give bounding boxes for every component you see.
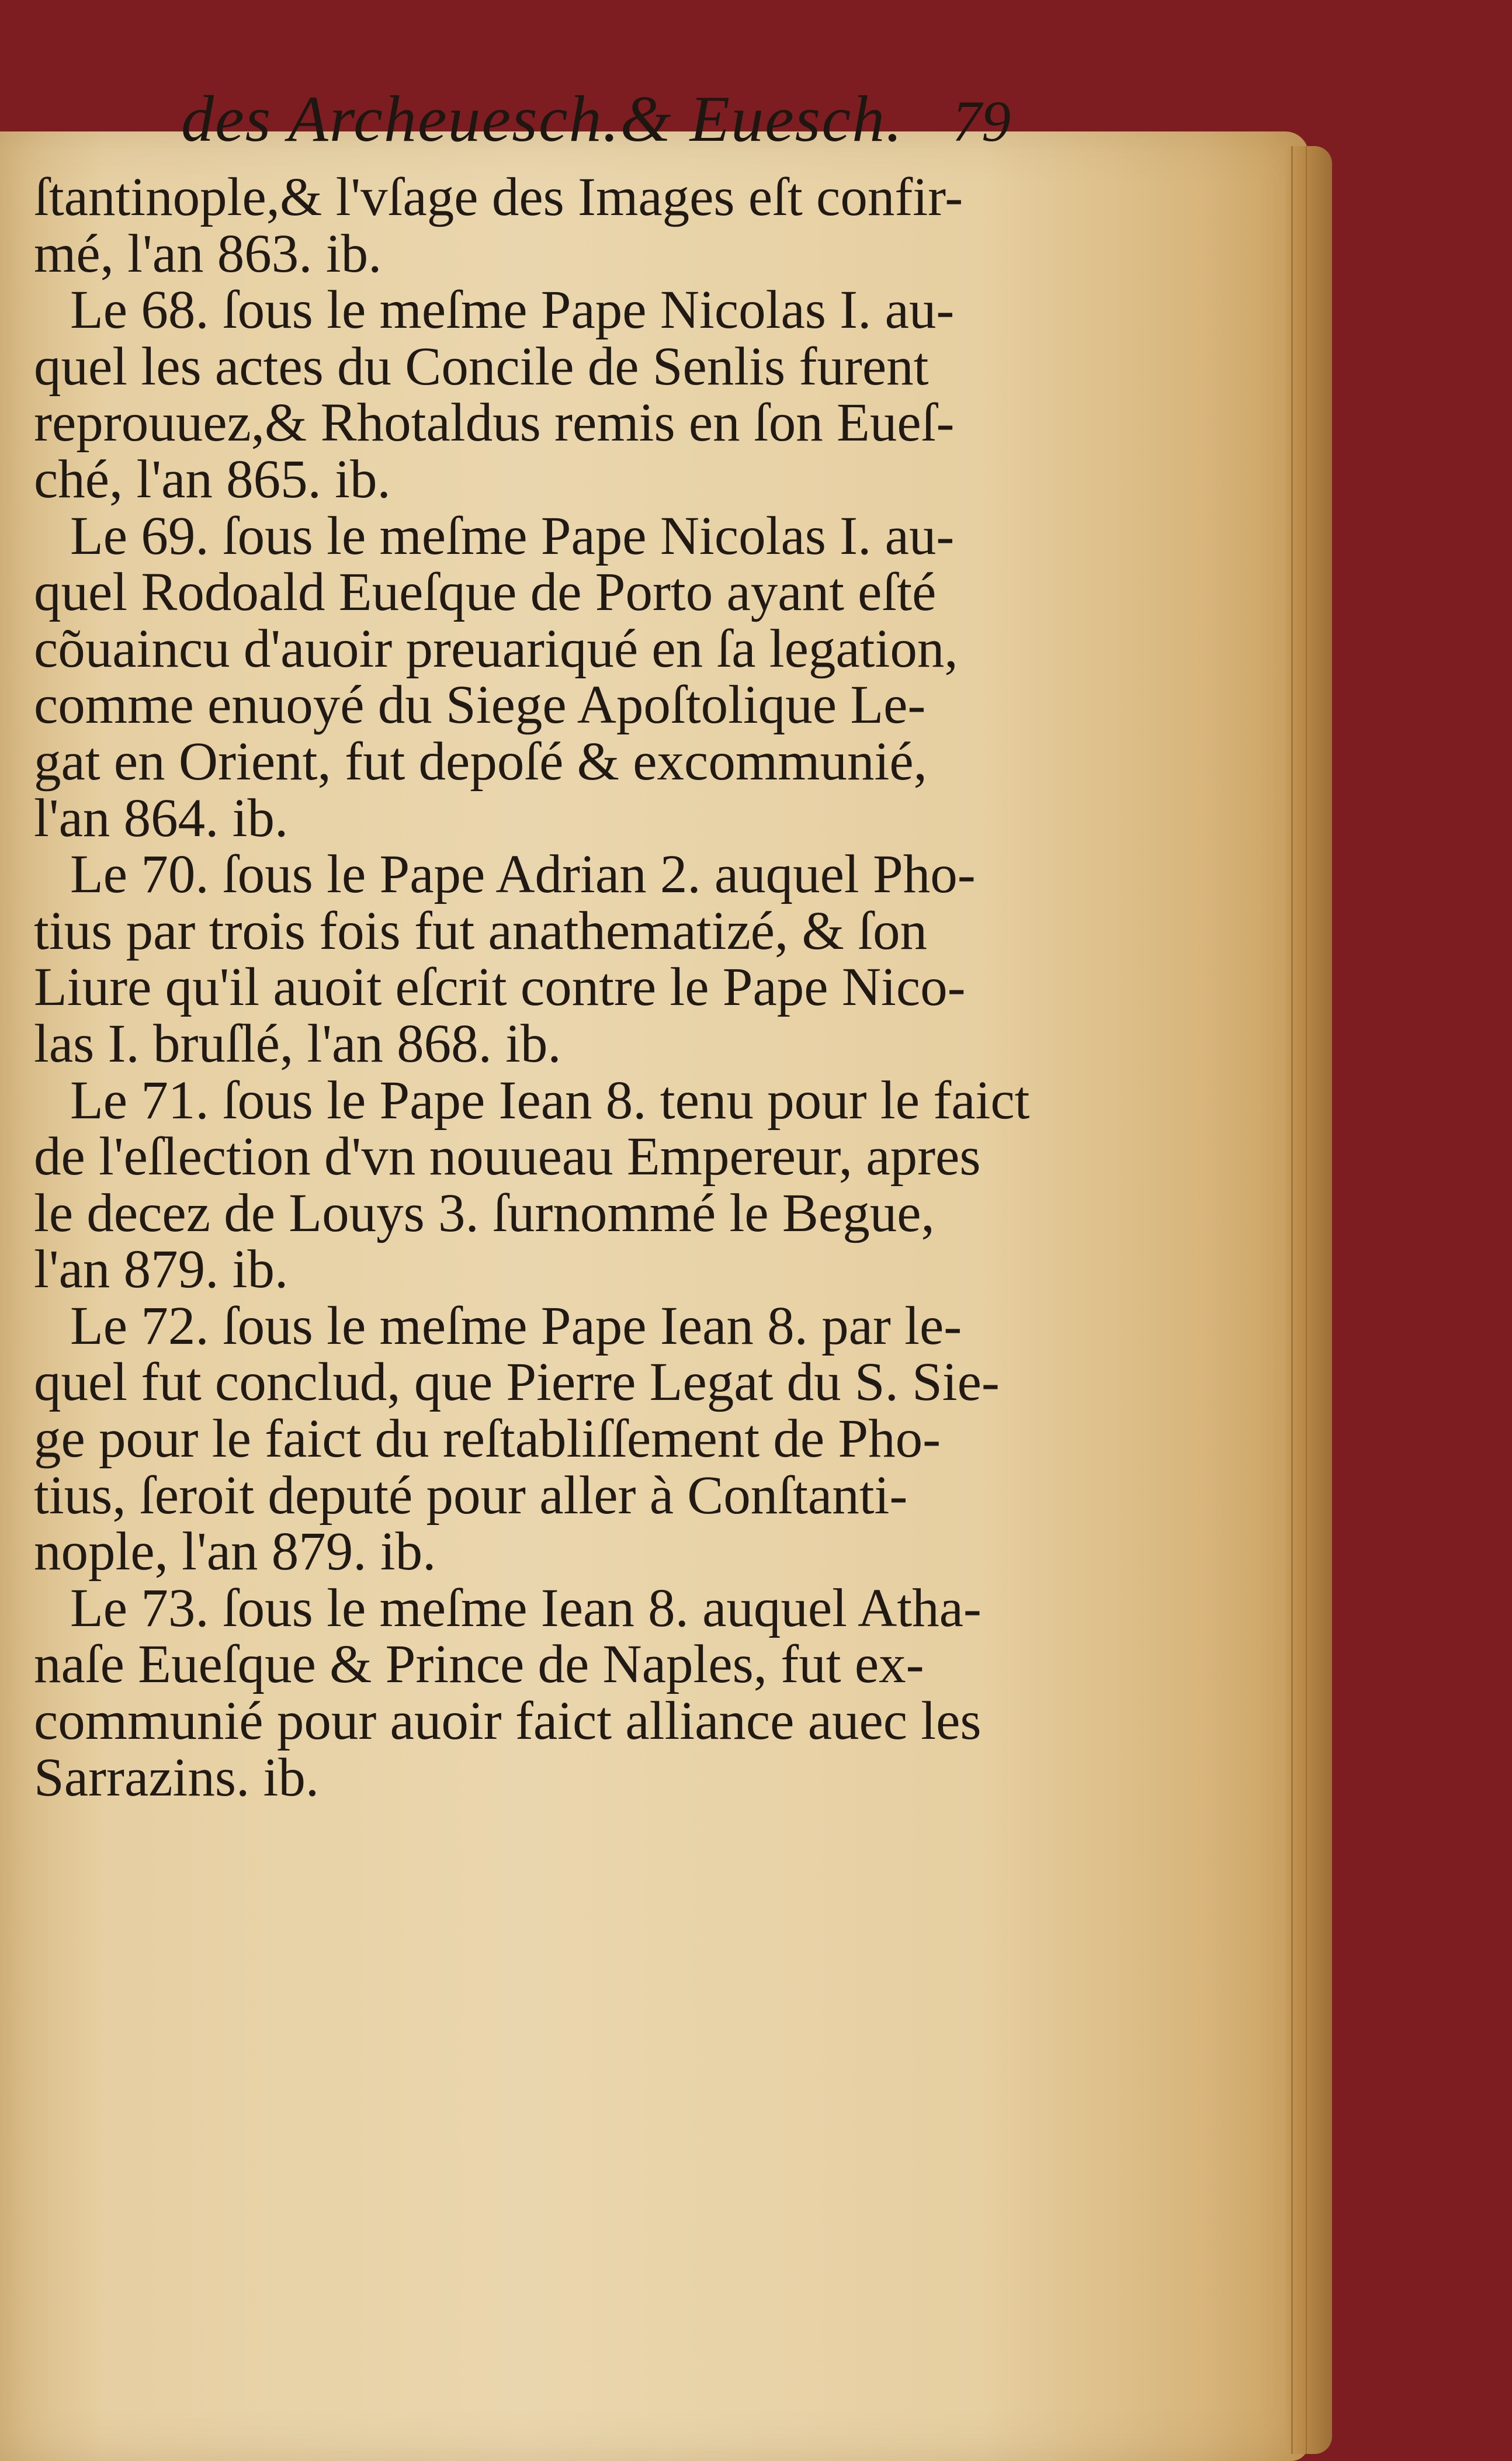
text-line: tius par trois fois fut anathematizé, & ſon xyxy=(34,900,927,961)
text-line: l'an 879. ib. xyxy=(34,1239,289,1300)
page-edge xyxy=(1285,146,1332,2454)
text-line: Le 72. ſous le meſme Pape Iean 8. par le- xyxy=(70,1295,962,1356)
text-line: ché, l'an 865. ib. xyxy=(34,449,391,509)
text-line: Liure qu'il auoit eſcrit contre le Pape Nico- xyxy=(34,957,966,1018)
text-line: l'an 864. ib. xyxy=(34,788,289,848)
text-line: tius, ſeroit deputé pour aller à Conſtanti- xyxy=(34,1465,908,1526)
running-head xyxy=(181,82,1011,169)
text-line: nople, l'an 879. ib. xyxy=(34,1521,436,1582)
text-line: Sarrazins. ib. xyxy=(34,1747,320,1808)
text-line: cõuaincu d'auoir preuariqué en ſa legation, xyxy=(34,618,958,679)
running-head-title: des Archeuesch.& Euesch. xyxy=(181,83,904,155)
text-line: ge pour le faict du reſtabliſſement de Pho- xyxy=(34,1409,941,1469)
text-line: Le 68. ſous le meſme Pape Nicolas I. au- xyxy=(70,280,955,341)
text-line: Le 73. ſous le meſme Iean 8. auquel Atha- xyxy=(70,1578,982,1638)
text-line: las I. bruſlé, l'an 868. ib. xyxy=(34,1013,561,1074)
page-number: 79 xyxy=(952,89,1011,154)
text-block xyxy=(34,167,1030,1808)
text-line: quel fut conclud, que Pierre Legat du S. Sie- xyxy=(34,1352,1000,1413)
text-line: comme enuoyé du Siege Apoſtolique Le- xyxy=(34,675,926,736)
text-line: Le 71. ſous le Pape Iean 8. tenu pour le faict xyxy=(70,1070,1030,1131)
text-line: naſe Eueſque & Prince de Naples, fut ex- xyxy=(34,1634,924,1695)
text-line: ſtantinople,& l'vſage des Images eſt confir- xyxy=(34,167,963,227)
text-line: de l'eſlection d'vn nouueau Empereur, apres xyxy=(34,1126,981,1187)
text-line: le decez de Louys 3. ſurnommé le Begue, xyxy=(34,1183,935,1243)
text-line: gat en Orient, fut depoſé & excommunié, xyxy=(34,731,927,792)
text-line: mé, l'an 863. ib. xyxy=(34,223,382,284)
text-line: communié pour auoir faict alliance auec les xyxy=(34,1691,982,1752)
text-line: quel Rodoald Eueſque de Porto ayant eſté xyxy=(34,562,937,623)
text-line: reprouuez,& Rhotaldus remis en ſon Eueſ- xyxy=(34,393,955,453)
text-line: quel les actes du Concile de Senlis furent xyxy=(34,336,929,397)
text-line: Le 70. ſous le Pape Adrian 2. auquel Pho- xyxy=(70,844,976,905)
text-line: Le 69. ſous le meſme Pape Nicolas I. au- xyxy=(70,505,955,566)
